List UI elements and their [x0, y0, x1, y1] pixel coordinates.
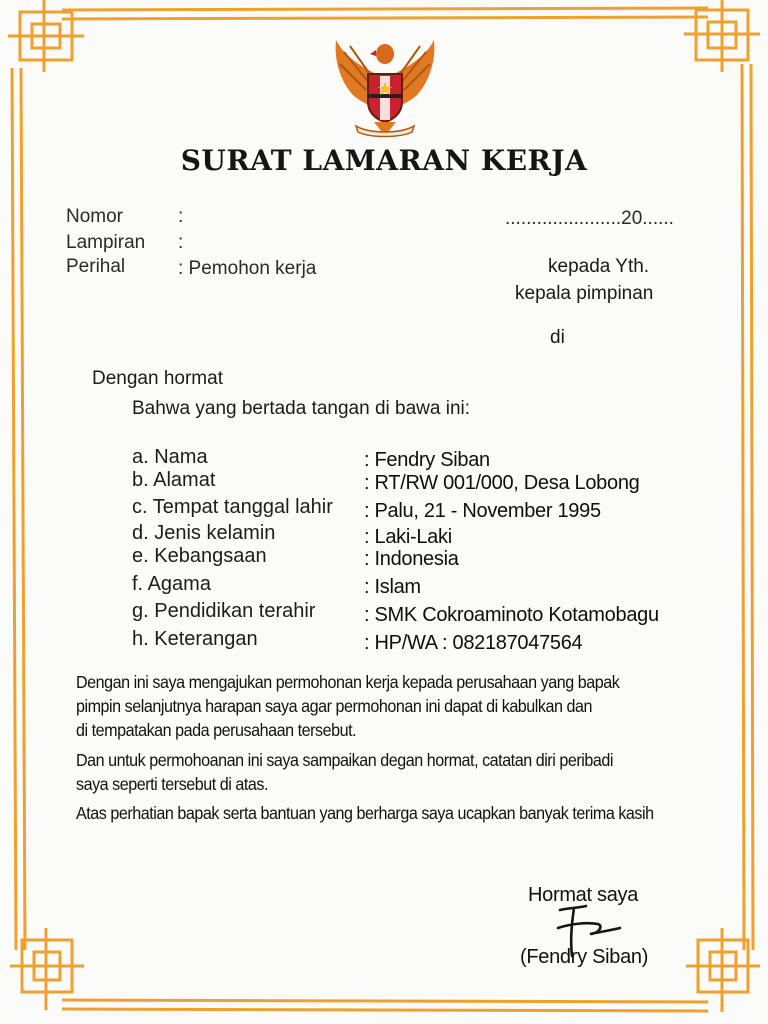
paragraph-line: pimpin selanjutnya harapan saya agar permohonan ini dapat di kabulkan dan [76, 696, 592, 716]
corner-ornament-bottom-left [10, 928, 84, 1010]
detail-value: : SMK Cokroaminoto Kotamobagu [364, 604, 659, 626]
detail-value: : RT/RW 001/000, Desa Lobong [364, 472, 640, 494]
detail-label: g. Pendidikan terahir [132, 600, 316, 622]
recipient-line-2: kepala pimpinan [515, 283, 654, 304]
detail-value: : Laki-Laki [364, 526, 452, 548]
paragraph-line: saya seperti tersebut di atas. [76, 774, 269, 794]
detail-label: f. Agama [132, 573, 211, 595]
detail-value: : HP/WA : 082187047564 [364, 632, 583, 654]
detail-label: a. Nama [132, 446, 208, 468]
detail-label: h. Keterangan [132, 628, 258, 650]
signer-name: (Fendry Siban) [520, 946, 649, 968]
corner-ornament-top-right [684, 0, 760, 72]
lampiran-label: Lampiran [66, 232, 146, 253]
recipient-line-1: kepada Yth. [548, 256, 650, 277]
detail-label: e. Kebangsaan [132, 545, 267, 567]
letter-title: SURAT LAMARAN KERJA [180, 144, 588, 177]
detail-value: : Palu, 21 - November 1995 [364, 500, 601, 522]
lampiran-colon: : [178, 232, 184, 253]
nomor-colon: : [178, 206, 184, 227]
detail-label: d. Jenis kelamin [132, 522, 276, 544]
paragraph-line: di tempatakan pada perusahaan tersebut. [76, 720, 357, 740]
paragraph-line: Dan untuk permohoanan ini saya sampaikan degan hormat, catatan diri peribadi [76, 750, 613, 770]
date-line: ......................20...... [505, 208, 674, 229]
detail-label: c. Tempat tanggal lahir [132, 496, 333, 518]
detail-label: b. Alamat [132, 469, 216, 491]
paragraph-line: Atas perhatian bapak serta bantuan yang berharga saya ucapkan banyak terima kasih [76, 803, 654, 823]
detail-value: : Islam [364, 576, 421, 598]
salutation: Dengan hormat [92, 368, 223, 389]
recipient-line-3: di [550, 327, 565, 348]
intro-line: Bahwa yang bertada tangan di bawa ini: [132, 398, 471, 419]
garuda-pancasila-emblem-icon [330, 36, 440, 140]
closing-regards: Hormat saya [528, 884, 639, 906]
nomor-label: Nomor [66, 206, 124, 227]
perihal-label: Perihal [66, 256, 126, 277]
detail-value: : Fendry Siban [364, 449, 490, 471]
detail-value: : Indonesia [364, 548, 459, 570]
corner-ornament-top-left [8, 0, 84, 72]
corner-ornament-bottom-right [686, 928, 760, 1012]
perihal-value: : Pemohon kerja [178, 258, 317, 279]
paragraph-line: Dengan ini saya mengajukan permohonan kerja kepada perusahaan yang bapak [76, 672, 620, 692]
